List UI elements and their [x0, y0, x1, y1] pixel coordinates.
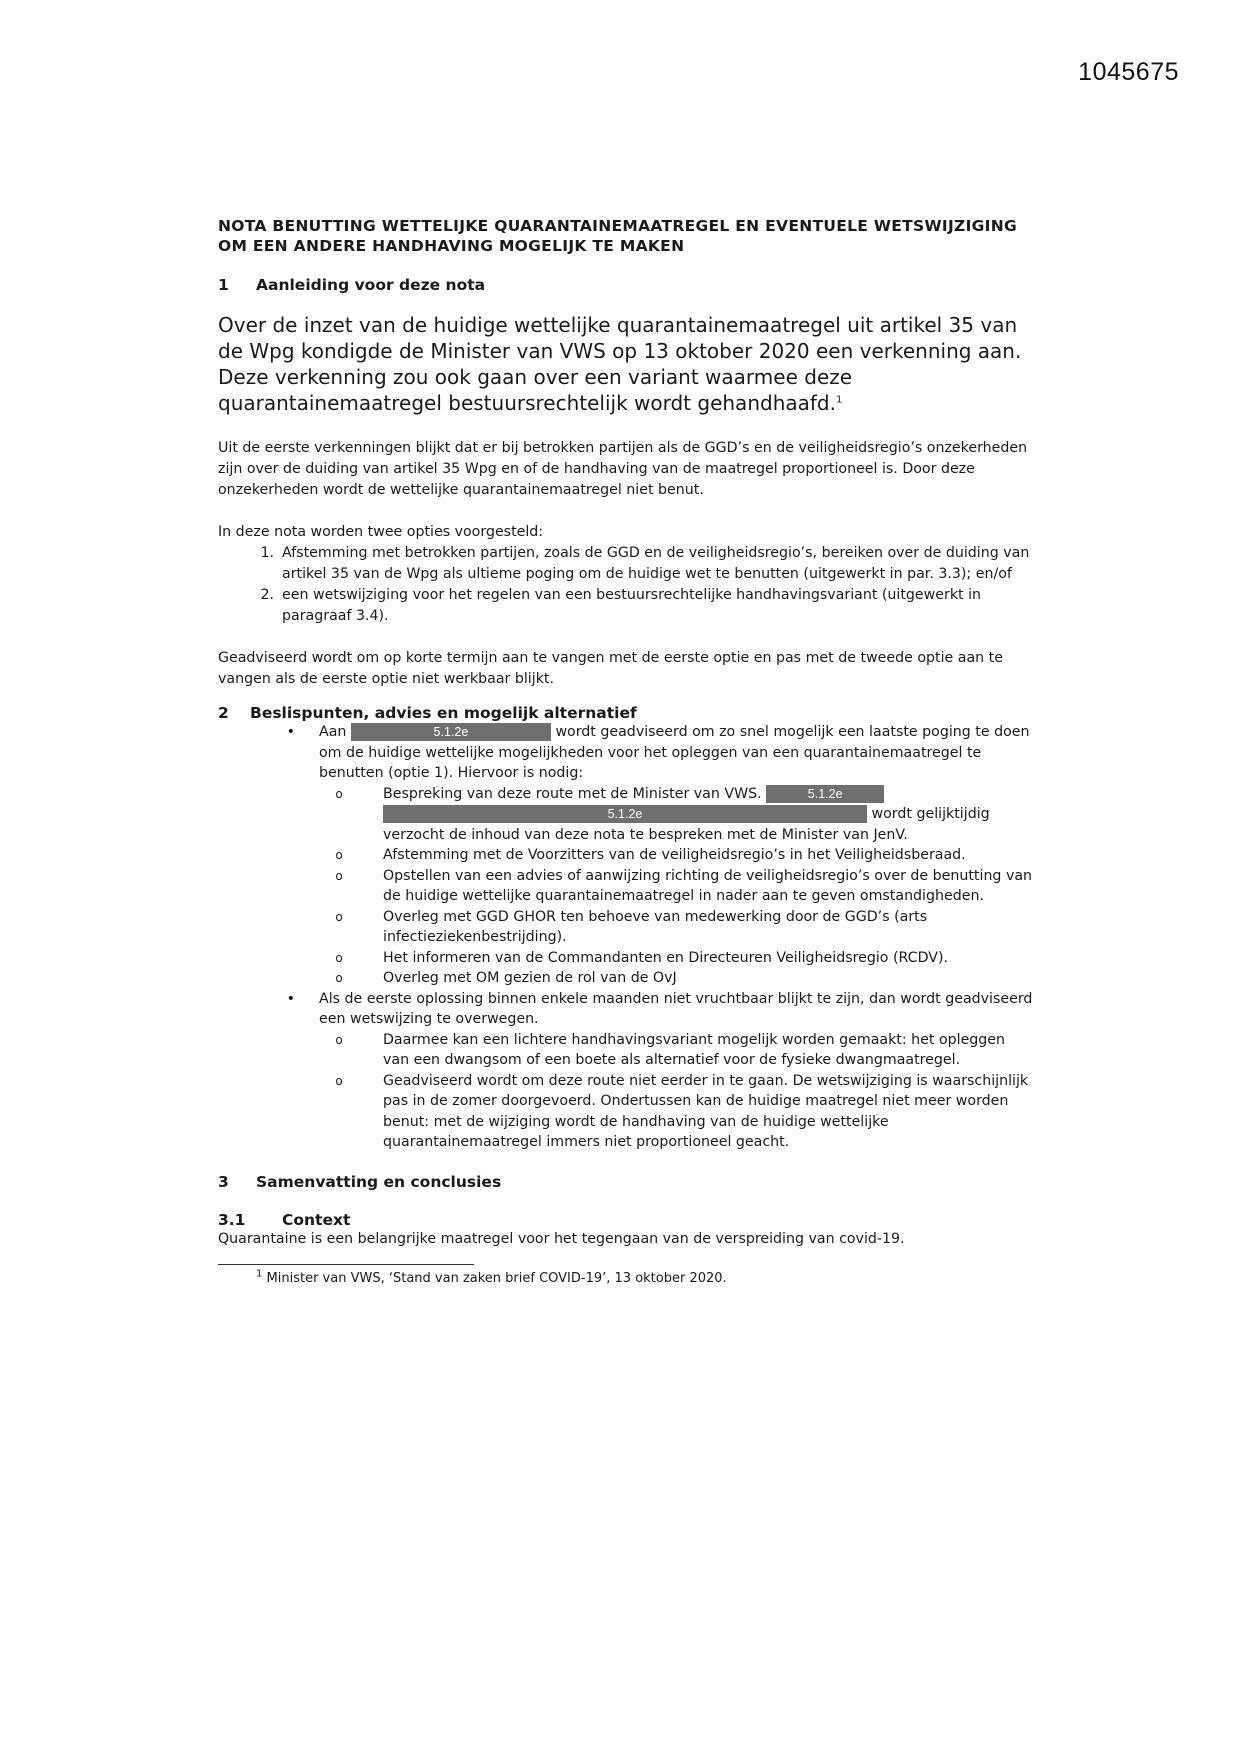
list-text: een wetswijziging voor het regelen van een bestuursrechtelijke handhavingsvariant (uitgewerkt in paragraaf 3.4). — [282, 587, 982, 624]
lead-paragraph — [218, 312, 1033, 416]
section-number: 3.1 — [218, 1210, 246, 1229]
document-page — [218, 216, 1033, 1288]
sub-bullet: o — [335, 868, 343, 883]
list-item — [319, 845, 1033, 866]
sub-bullet: o — [335, 950, 343, 965]
advice-paragraph: Geadviseerd wordt om op korte termijn aan te vangen met de eerste optie en pas met de tweede optie aan te vangen als de eerste optie niet werkbaar blijkt. — [218, 650, 1003, 687]
options-list — [218, 543, 1033, 627]
sub-text: Overleg met OM gezien de rol van de OvJ — [383, 970, 677, 986]
sub-text: Daarmee kan een lichtere handhavingsvariant mogelijk worden gemaakt: het opleggen van een dwangsom of een boete als alternatief voor de fysieke dwangmaatregel. — [383, 1031, 1006, 1068]
sub-bullet: o — [335, 786, 343, 801]
footnote-divider — [218, 1264, 474, 1265]
document-title: NOTA BENUTTING WETTELIJKE QUARANTAINEMAATREGEL EN EVENTUELE WETSWIJZIGING OM EEN ANDERE HANDHAVING MOGELIJK TE MAKEN — [218, 217, 1018, 255]
sub-text: Geadviseerd wordt om deze route niet eerder in te gaan. De wetswijziging is waarschijnlijk pas in de zomer doorgevoerd. Ondertussen kan de huidige maatregel niet meer worden benut: met de wijziging wordt de handhaving van de huidige wettelijke quarantainemaatregel immers niet proportioneel geacht. — [383, 1072, 1029, 1150]
paragraph: Uit de eerste verkenningen blijkt dat er bij betrokken partijen als de GGD’s en de veiligheidsregio’s onzekerheden zijn over de duiding van artikel 35 Wpg en of de handhaving van de maatregel proportioneel is. Door deze onzekerheden wordt de wettelijke quarantainemaatregel niet benut. — [218, 440, 1028, 498]
list-number: 2. — [260, 587, 274, 603]
bullet: • — [286, 990, 295, 1007]
list-item — [319, 968, 1033, 989]
context-paragraph: Quarantaine is een belangrijke maatregel voor het tegengaan van de verspreiding van covid-19. — [218, 1230, 905, 1247]
section-2-heading — [218, 704, 1033, 722]
sub-text: gelijktijdig verzocht de inhoud van deze nota te bespreken met de Minister van JenV. — [383, 806, 990, 843]
bullet-text: Als de eerste oplossing binnen enkele maanden niet vruchtbaar blijkt te zijn, dan wordt geadviseerd een wetswijzing te overwegen. — [319, 990, 1033, 1027]
bullet-prefix: Aan — [319, 724, 347, 740]
list-item — [319, 948, 1033, 969]
list-number: 1. — [260, 545, 274, 561]
sub-bullet: o — [335, 1073, 343, 1088]
list-item — [218, 543, 1033, 585]
redaction-block: 5.1.2e — [351, 723, 551, 741]
list-item — [218, 989, 1033, 1153]
bullet-text: wordt geadviseerd om zo snel mogelijk een laatste poging te doen om de huidige wettelijke mogelijkheden voor het opleggen van een quarantainemaatregel te benutten (optie 1). Hiervoor is nodig: — [319, 724, 1030, 781]
section-title: Aanleiding voor deze nota — [256, 276, 486, 294]
footnote-ref: 1 — [835, 394, 843, 406]
document-id: 1045675 — [1078, 58, 1179, 86]
lead-text: Over de inzet van de huidige wettelijke quarantainemaatregel uit artikel 35 van de Wpg kondigde de Minister van VWS op 13 oktober 2020 een verkenning aan. Deze verkenning zou ook gaan over een variant waarmee deze quarantainemaatregel bestuursrechtelijk wordt gehandhaafd. — [218, 313, 1022, 415]
list-item — [218, 585, 1033, 627]
sub-list — [319, 784, 1033, 989]
footnote — [256, 1270, 1033, 1288]
sub-bullet: o — [335, 848, 343, 862]
section-title: Context — [282, 1210, 351, 1229]
section-1-heading — [218, 276, 1033, 294]
sub-text: Overleg met GGD GHOR ten behoeve van medewerking door de GGD’s (arts infectieziekenbestrijding). — [383, 908, 928, 945]
section-3-heading — [218, 1173, 1033, 1191]
sub-bullet: o — [335, 909, 343, 924]
footnote-text: Minister van VWS, ‘Stand van zaken brief COVID-19’, 13 oktober 2020. — [266, 1270, 727, 1286]
options-intro: In deze nota worden twee opties voorgesteld: — [218, 524, 544, 540]
subsection-3-1-heading — [218, 1211, 1033, 1229]
list-item — [319, 907, 1033, 948]
footnote-number: 1 — [256, 1268, 263, 1280]
sub-text: Afstemming met de Voorzitters van de veiligheidsregio’s in het Veiligheidsberaad. — [383, 847, 966, 863]
sub-text: Bespreking van deze route met de Minister van VWS. — [383, 785, 762, 802]
section-number: 2 — [218, 704, 229, 722]
list-item — [218, 722, 1033, 989]
list-item — [319, 866, 1033, 907]
sub-text: Opstellen van een advies of aanwijzing richting de veiligheidsregio’s over de benutting van de huidige wettelijke quarantainemaatregel in nader aan te geven omstandigheden. — [383, 867, 1033, 904]
section-number: 3 — [218, 1172, 229, 1191]
sub-list — [319, 1030, 1033, 1153]
section-title: Samenvatting en conclusies — [256, 1172, 502, 1191]
sub-text: Het informeren van de Commandanten en Directeuren Veiligheidsregio (RCDV). — [383, 949, 949, 966]
list-item — [319, 1071, 1033, 1153]
list-item — [319, 1030, 1033, 1071]
redaction-block: 5.1.2e — [766, 785, 884, 803]
redaction-block: 5.1.2e — [383, 805, 867, 823]
decision-points-list — [218, 722, 1033, 1153]
sub-bullet: o — [335, 971, 343, 985]
section-number: 1 — [218, 276, 229, 294]
sub-text: wordt — [871, 806, 912, 822]
bullet: • — [286, 724, 295, 740]
list-item — [319, 784, 1033, 846]
sub-bullet: o — [335, 1032, 343, 1047]
list-text: Afstemming met betrokken partijen, zoals de GGD en de veiligheidsregio’s, bereiken over de duiding van artikel 35 van de Wpg als ultieme poging om de huidige wet te benutten (uitgewerkt in par. 3.3); en/of — [282, 545, 1030, 582]
section-title: Beslispunten, advies en mogelijk alternatief — [250, 704, 637, 722]
